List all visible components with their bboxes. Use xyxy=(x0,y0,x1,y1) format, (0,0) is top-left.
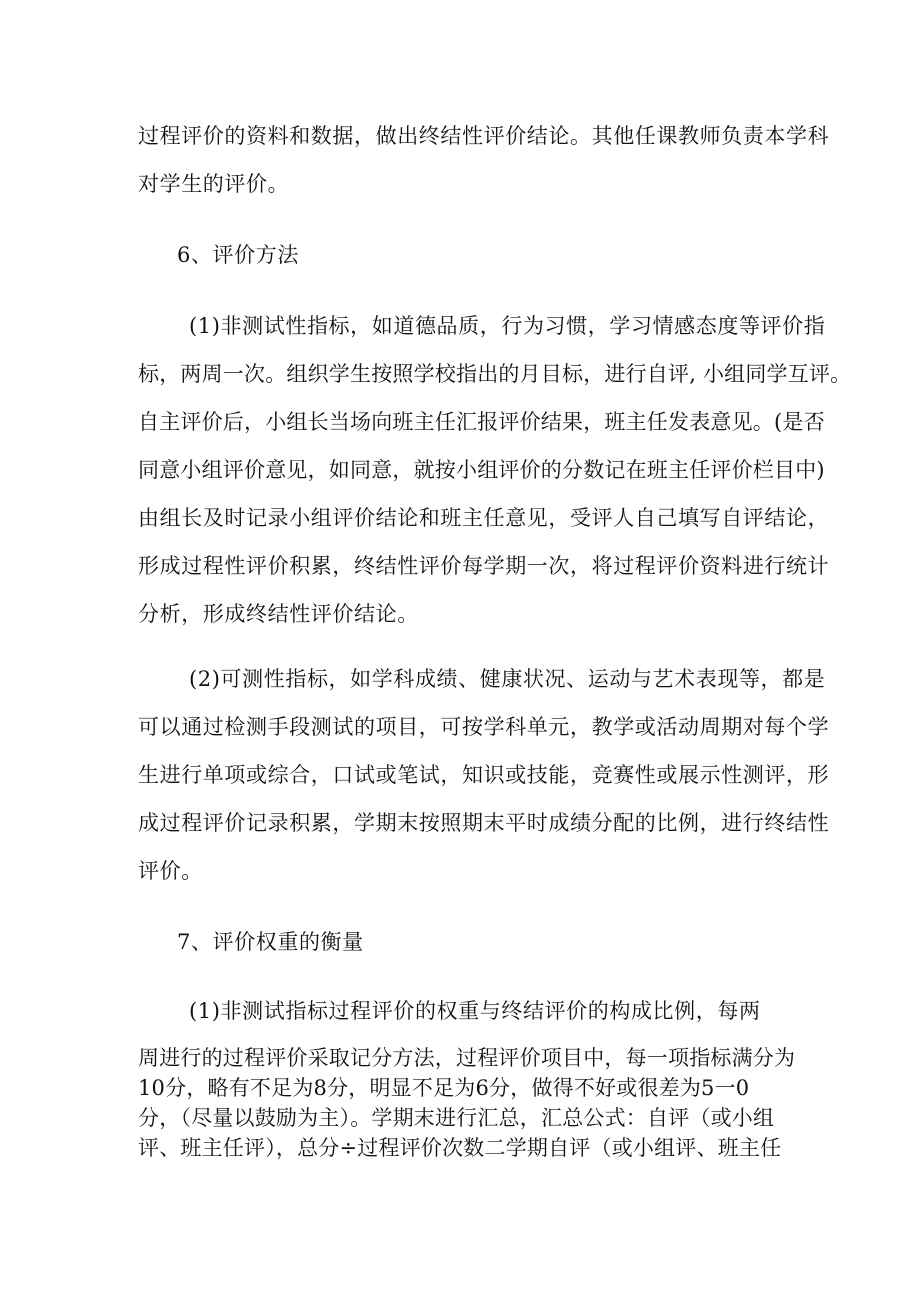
body-text-line: 同意小组评价意见，如同意，就按小组评价的分数记在班主任评价栏目中) xyxy=(138,458,825,482)
body-text-line: 评价。 xyxy=(138,859,203,883)
body-text-line: 评、班主任评），总分÷过程评价次数二学期自评（或小组评、班主任 xyxy=(138,1136,782,1160)
body-text-line: 可以通过检测手段测试的项目，可按学科单元，教学或活动周期对每个学 xyxy=(138,715,830,739)
body-text-line: (2)可测性指标，如学科成绩、健康状况、运动与艺术表现等，都是 xyxy=(189,667,826,691)
body-text-line: 对学生的评价。 xyxy=(138,172,290,196)
body-text-line: 成过程评价记录积累，学期末按照期末平时成绩分配的比例，进行终结性 xyxy=(138,811,830,835)
body-text-line: 形成过程性评价积累，终结性评价每学期一次，将过程评价资料进行统计 xyxy=(138,554,830,578)
body-text-line: 标，两周一次。组织学生按照学校指出的月目标，进行自评, 小组同学互评。 xyxy=(138,362,852,386)
body-text-line: (1)非测试性指标，如道德品质，行为习惯，学习情感态度等评价指 xyxy=(189,314,826,338)
body-text-line: 过程评价的资料和数据，做出终结性评价结论。其他任课教师负责本学科 xyxy=(138,124,830,148)
body-text-line: 分，（尽量以鼓励为主）。学期末进行汇总，汇总公式：自评（或小组 xyxy=(138,1106,775,1130)
body-text-line: 10分，略有不足为8分，明显不足为6分，做得不好或很差为5一0 xyxy=(138,1076,750,1100)
body-text-line: 分析，形成终结性评价结论。 xyxy=(138,602,419,626)
body-text-line: 生进行单项或综合，口试或笔试，知识或技能，竞赛性或展示性测评，形 xyxy=(138,763,830,787)
body-text-line: 周进行的过程评价采取记分方法，过程评价项目中，每一项指标满分为 xyxy=(138,1046,796,1070)
section-heading: 7、评价权重的衡量 xyxy=(177,930,364,954)
body-text-line: 自主评价后，小组长当场向班主任汇报评价结果，班主任发表意见。(是否 xyxy=(138,410,825,434)
body-text-line: 由组长及时记录小组评价结论和班主任意见，受评人自己填写自评结论， xyxy=(138,506,830,530)
body-text-line: (1)非测试指标过程评价的权重与终结评价的构成比例，每两 xyxy=(189,999,761,1023)
section-heading: 6、评价方法 xyxy=(177,243,299,267)
